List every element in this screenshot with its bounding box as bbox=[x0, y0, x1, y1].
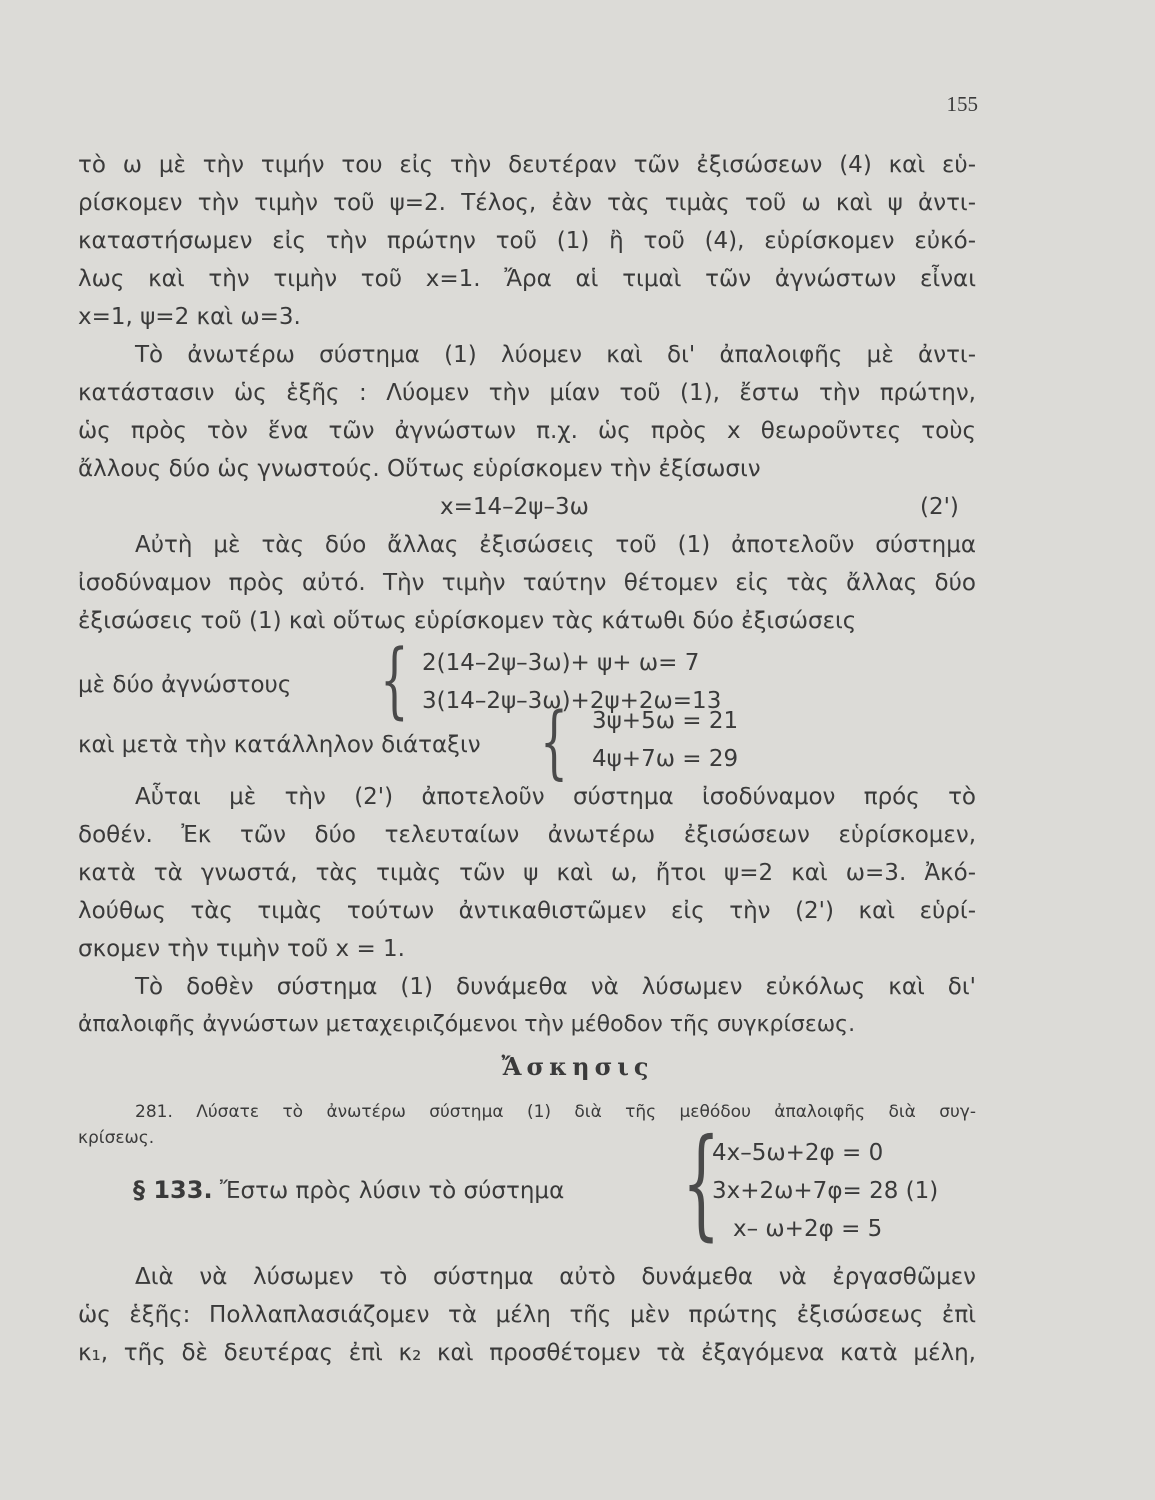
text-line: ὡς πρὸς τὸν ἕνα τῶν ἀγνώστων π.χ. ὡς πρὸς x θεωροῦντες τοὺς bbox=[78, 418, 976, 444]
equation: 3(14–2ψ–3ω)+2ψ+2ω=13 bbox=[422, 688, 722, 714]
equation: 3x+2ω+7φ= 28 (1) bbox=[712, 1178, 939, 1204]
equation: 3ψ+5ω = 21 bbox=[592, 708, 739, 734]
curly-brace-icon: { bbox=[540, 695, 568, 788]
exercise-line: κρίσεως. bbox=[78, 1128, 155, 1148]
exercise-line: 281. Λύσατε τὸ ἀνωτέρω σύστημα (1) διὰ τῆς μεθόδου ἀπαλοιφῆς διὰ συγ- bbox=[135, 1102, 976, 1122]
equation-2prime: x=14–2ψ–3ω bbox=[440, 494, 589, 520]
page-number: 155 bbox=[946, 92, 978, 116]
curly-brace-icon: { bbox=[682, 1114, 721, 1253]
text-line: λούθως τὰς τιμὰς τούτων ἀντικαθιστῶμεν εἰς τὴν (2') καὶ εὑρί- bbox=[78, 898, 976, 924]
system-label: καὶ μετὰ τὴν κατάλληλον διάταξιν bbox=[78, 732, 481, 758]
text-line: Αὗται μὲ τὴν (2') ἀποτελοῦν σύστημα ἰσοδύναμον πρός τὸ bbox=[135, 784, 976, 810]
text-line: ἄλλους δύο ὡς γνωστούς. Οὕτως εὑρίσκομεν τὴν ἐξίσωσιν bbox=[78, 456, 761, 482]
text-line: δοθέν. Ἐκ τῶν δύο τελευταίων ἀνωτέρω ἐξισώσεων εὑρίσκομεν, bbox=[78, 822, 976, 848]
text-line: κατάστασιν ὡς ἑξῆς : Λύομεν τὴν μίαν τοῦ (1), ἔστω τὴν πρώτην, bbox=[78, 380, 976, 406]
equation-label: (2') bbox=[920, 494, 959, 520]
text-line: κ₁, τῆς δὲ δευτέρας ἐπὶ κ₂ καὶ προσθέτομεν τὰ ἐξαγόμενα κατὰ μέλη, bbox=[78, 1340, 976, 1366]
text-line: κατὰ τὰ γνωστά, τὰς τιμὰς τῶν ψ καὶ ω, ἤτοι ψ=2 καὶ ω=3. Ἀκό- bbox=[78, 860, 976, 886]
section-number: § 133. bbox=[133, 1176, 213, 1204]
equation: 4ψ+7ω = 29 bbox=[592, 746, 739, 772]
text-line: Τὸ ἀνωτέρω σύστημα (1) λύομεν καὶ δι' ἀπαλοιφῆς μὲ ἀντι- bbox=[135, 342, 976, 368]
section-text: Ἔστω πρὸς λύσιν τὸ σύστημα bbox=[219, 1178, 565, 1204]
equation: 4x–5ω+2φ = 0 bbox=[712, 1140, 884, 1166]
curly-brace-icon: { bbox=[380, 633, 409, 728]
text-line: λως καὶ τὴν τιμὴν τοῦ x=1. Ἄρα αἱ τιμαὶ τῶν ἀγνώστων εἶναι bbox=[78, 266, 976, 292]
text-line: ἐξισώσεις τοῦ (1) καὶ οὕτως εὑρίσκομεν τὰς κάτωθι δύο ἐξισώσεις bbox=[78, 608, 857, 634]
text-line: σκομεν τὴν τιμὴν τοῦ x = 1. bbox=[78, 936, 405, 962]
equation: 2(14–2ψ–3ω)+ ψ+ ω= 7 bbox=[422, 650, 700, 676]
equation: x– ω+2φ = 5 bbox=[733, 1216, 883, 1242]
text-line: Διὰ νὰ λύσωμεν τὸ σύστημα αὐτὸ δυνάμεθα νὰ ἐργασθῶμεν bbox=[135, 1264, 976, 1290]
text-line: τὸ ω μὲ τὴν τιμήν του εἰς τὴν δευτέραν τῶν ἐξισώσεων (4) καὶ εὑ- bbox=[78, 152, 976, 178]
text-line: ἰσοδύναμον πρὸς αὐτό. Τὴν τιμὴν ταύτην θέτομεν εἰς τὰς ἄλλας δύο bbox=[78, 570, 976, 596]
text-line: ὡς ἑξῆς: Πολλαπλασιάζομεν τὰ μέλη τῆς μὲν πρώτης ἐξισώσεως ἐπὶ bbox=[78, 1302, 976, 1328]
text-line: ρίσκομεν τὴν τιμὴν τοῦ ψ=2. Τέλος, ἐὰν τὰς τιμὰς τοῦ ω καὶ ψ ἀντι- bbox=[78, 190, 976, 216]
text-line: Αὐτὴ μὲ τὰς δύο ἄλλας ἐξισώσεις τοῦ (1) ἀποτελοῦν σύστημα bbox=[135, 532, 976, 558]
section-heading: Ἄσκησις bbox=[501, 1052, 654, 1081]
section-133 bbox=[133, 1176, 564, 1204]
text-line: x=1, ψ=2 καὶ ω=3. bbox=[78, 304, 301, 330]
text-line: καταστήσωμεν εἰς τὴν πρώτην τοῦ (1) ἢ τοῦ (4), εὑρίσκομεν εὐκό- bbox=[78, 228, 976, 254]
text-line: ἀπαλοιφῆς ἀγνώστων μεταχειριζόμενοι τὴν μέθοδον τῆς συγκρίσεως. bbox=[78, 1012, 856, 1037]
text-line: Τὸ δοθὲν σύστημα (1) δυνάμεθα νὰ λύσωμεν εὐκόλως καὶ δι' bbox=[135, 974, 976, 1000]
system-label: μὲ δύο ἀγνώστους bbox=[78, 672, 292, 698]
